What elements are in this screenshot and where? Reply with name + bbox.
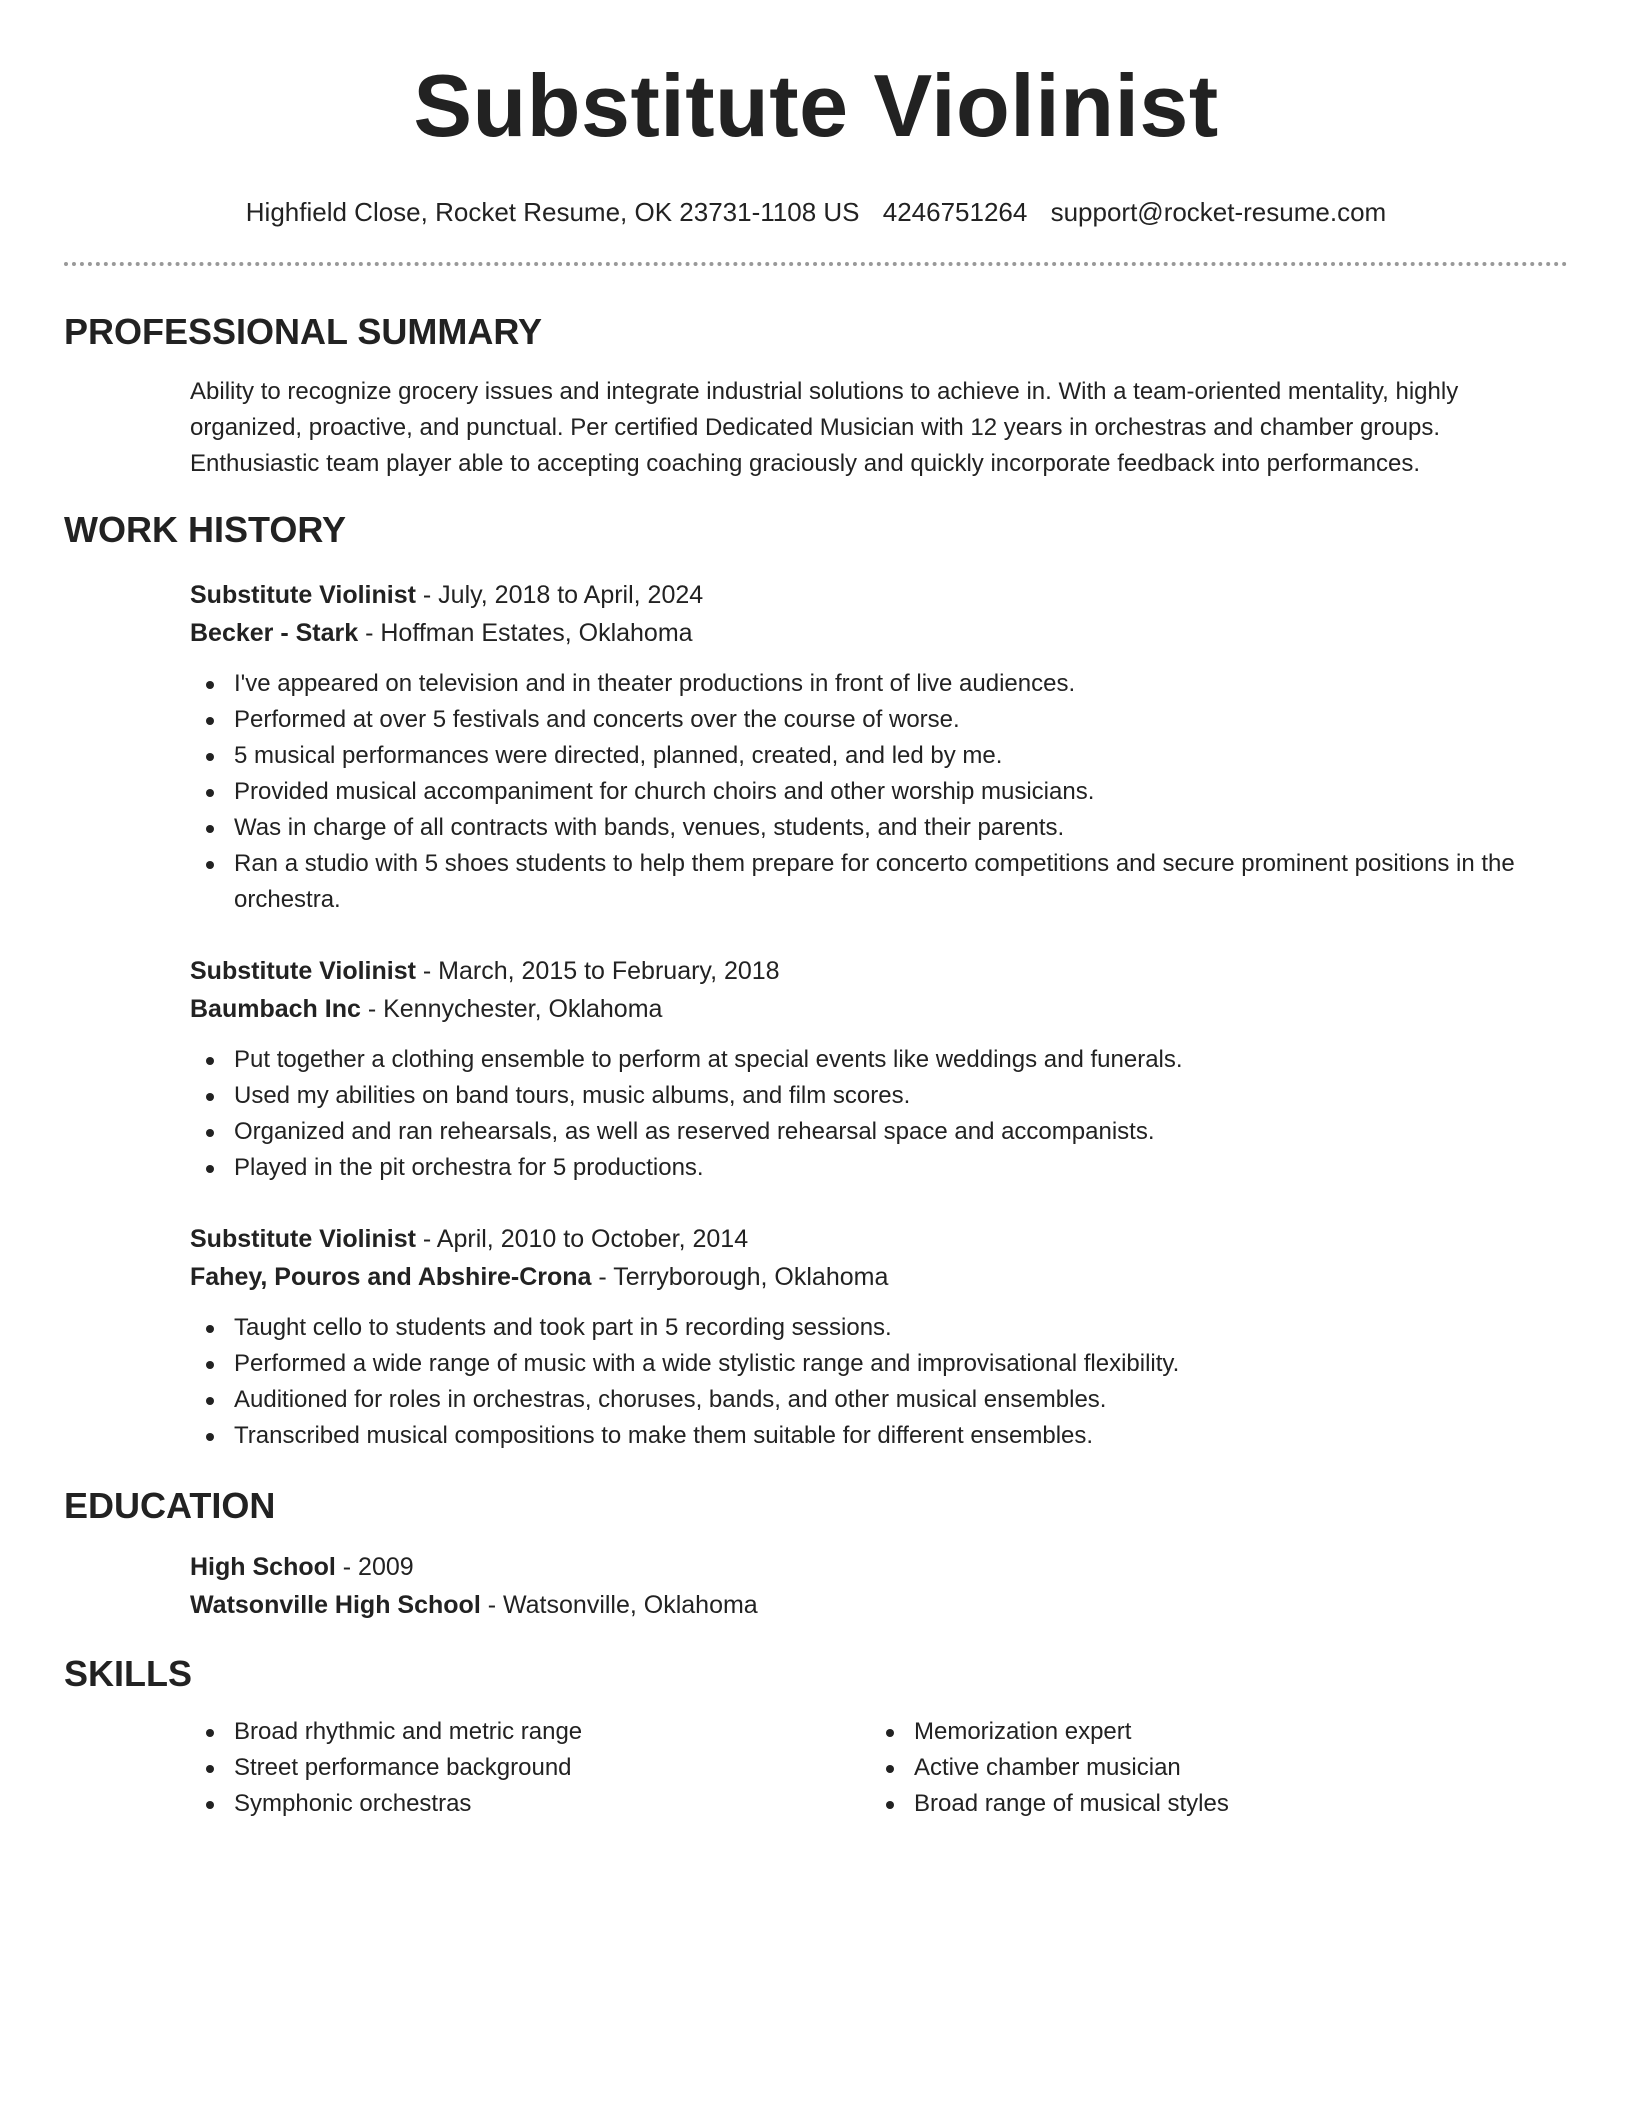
skills-grid [190, 1714, 1568, 1822]
job-bullet: Ran a studio with 5 shoes students to help them prepare for concerto competitions and secure prominent positions in the orchestra. [190, 846, 1568, 918]
education-school-line [190, 1586, 1568, 1624]
job-location: - Hoffman Estates, Oklahoma [365, 619, 693, 647]
skill-item: Broad rhythmic and metric range [190, 1714, 870, 1750]
job-dates: - April, 2010 to October, 2014 [422, 1225, 749, 1253]
contact-line [64, 196, 1568, 228]
job-bullet: Played in the pit orchestra for 5 productions. [190, 1150, 1568, 1186]
job-bullet: Organized and ran rehearsals, as well as reserved rehearsal space and accompanists. [190, 1114, 1568, 1150]
summary-heading: PROFESSIONAL SUMMARY [64, 311, 543, 352]
job-bullet: Auditioned for roles in orchestras, choruses, bands, and other musical ensembles. [190, 1382, 1568, 1418]
contact-email: support@rocket-resume.com [1050, 197, 1387, 227]
skill-item: Street performance background [190, 1750, 870, 1786]
job-entry [190, 1220, 1568, 1454]
job-bullet: 5 musical performances were directed, planned, created, and led by me. [190, 738, 1568, 774]
job-company-line [190, 614, 1568, 652]
skill-item: Active chamber musician [870, 1750, 1550, 1786]
education-entry [190, 1548, 1568, 1624]
education-location: - Watsonville, Oklahoma [487, 1591, 758, 1619]
header-divider [64, 262, 1568, 266]
job-role: Substitute Violinist [190, 957, 416, 985]
job-bullet: I've appeared on television and in theater productions in front of live audiences. [190, 666, 1568, 702]
job-bullet: Provided musical accompaniment for church choirs and other worship musicians. [190, 774, 1568, 810]
job-bullet: Performed a wide range of music with a wide stylistic range and improvisational flexibility. [190, 1346, 1568, 1382]
job-bullet: Put together a clothing ensemble to perform at special events like weddings and funerals. [190, 1042, 1568, 1078]
job-bullet: Was in charge of all contracts with bands, venues, students, and their parents. [190, 810, 1568, 846]
contact-address: Highfield Close, Rocket Resume, OK 23731-1108 US [245, 197, 860, 227]
education-degree-line [190, 1548, 1568, 1586]
job-entry [190, 952, 1568, 1186]
skill-item: Symphonic orchestras [190, 1786, 870, 1822]
job-location: - Terryborough, Oklahoma [598, 1263, 889, 1291]
job-bullet: Used my abilities on band tours, music albums, and film scores. [190, 1078, 1568, 1114]
skills-column-right [870, 1714, 1550, 1822]
job-role: Substitute Violinist [190, 581, 416, 609]
job-role: Substitute Violinist [190, 1225, 416, 1253]
job-title-line [190, 952, 1568, 990]
education-school: Watsonville High School [190, 1591, 481, 1619]
job-bullets [190, 666, 1568, 918]
job-company: Becker - Stark [190, 619, 359, 647]
job-entry [190, 576, 1568, 918]
skill-item: Memorization expert [870, 1714, 1550, 1750]
education-degree: High School [190, 1553, 336, 1581]
job-bullet: Performed at over 5 festivals and concerts over the course of worse. [190, 702, 1568, 738]
job-company: Fahey, Pouros and Abshire-Crona [190, 1263, 592, 1291]
job-company: Baumbach Inc [190, 995, 361, 1023]
contact-phone: 4246751264 [882, 197, 1028, 227]
job-bullets [190, 1042, 1568, 1186]
job-company-line [190, 990, 1568, 1028]
job-bullets [190, 1310, 1568, 1454]
work-history-heading: WORK HISTORY [64, 509, 347, 550]
job-bullet: Taught cello to students and took part in 5 recording sessions. [190, 1310, 1568, 1346]
job-company-line [190, 1258, 1568, 1296]
job-location: - Kennychester, Oklahoma [367, 995, 663, 1023]
skills-column-left [190, 1714, 870, 1822]
skill-item: Broad range of musical styles [870, 1786, 1550, 1822]
resume-name: Substitute Violinist [413, 56, 1219, 155]
resume-page [64, 0, 1568, 1822]
job-bullet: Transcribed musical compositions to make them suitable for different ensembles. [190, 1418, 1568, 1454]
skills-heading: SKILLS [64, 1653, 193, 1694]
job-title-line [190, 1220, 1568, 1258]
education-year: - 2009 [342, 1553, 414, 1581]
job-dates: - March, 2015 to February, 2018 [422, 957, 780, 985]
summary-text: Ability to recognize grocery issues and integrate industrial solutions to achieve in. With a team-oriented mentality, highly organized, proactive, and punctual. Per certified Dedicated Musician with 12 years in orchestras and chamber groups. Enthusiastic team player able to accepting coaching graciously and quickly incorporate feedback into performances. [190, 378, 1459, 477]
job-title-line [190, 576, 1568, 614]
job-dates: - July, 2018 to April, 2024 [422, 581, 704, 609]
education-heading: EDUCATION [64, 1485, 276, 1526]
